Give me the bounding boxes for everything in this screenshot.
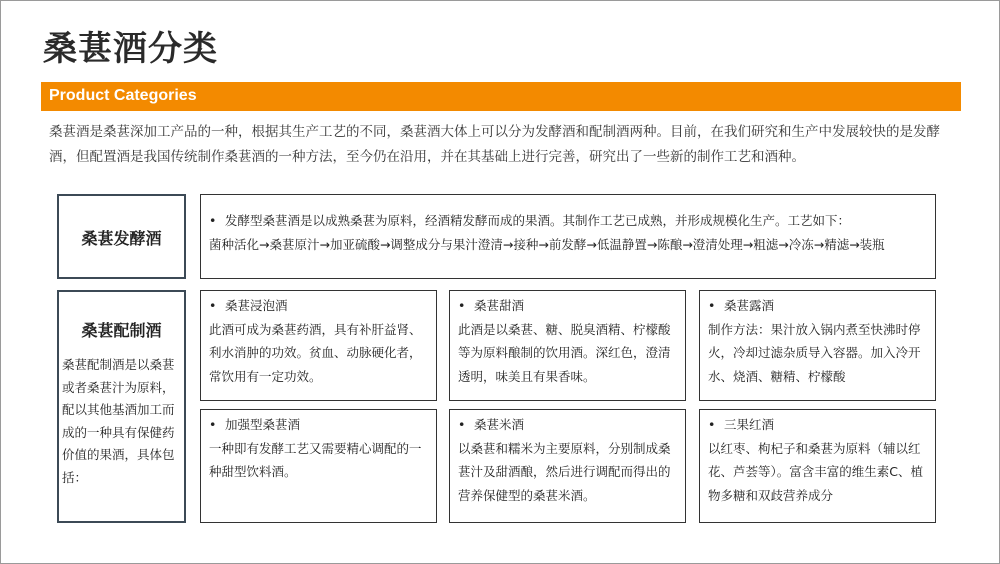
card-text: 此酒可成为桑葚药酒，具有补肝益肾、利水消肿的功效。贫血、动脉硬化者，常饮用有一定功效。 bbox=[209, 321, 422, 384]
bullet-icon: • bbox=[209, 213, 217, 228]
card-dew-wine bbox=[699, 290, 936, 401]
card-title: • 桑葚甜酒 bbox=[458, 294, 679, 318]
banner-text: Product Categories bbox=[49, 87, 197, 104]
card-three-fruit-wine bbox=[699, 409, 936, 523]
card-text: 以红枣、枸杞子和桑葚为原料（辅以红花、芦荟等）。富含丰富的维生素C、植物多糖和双歧营养成分 bbox=[708, 440, 923, 503]
bullet-icon: • bbox=[708, 298, 716, 313]
card-text: 制作方法：果汁放入锅内煮至快沸时停火，冷却过滤杂质导入容器。加入冷开水、烧酒、糖精、柠檬酸 bbox=[708, 321, 921, 384]
fermented-label-box bbox=[57, 194, 186, 279]
card-title: • 桑葚露酒 bbox=[708, 294, 929, 318]
card-title: • 桑葚浸泡酒 bbox=[209, 294, 430, 318]
fermented-label: 桑葚发酵酒 bbox=[81, 229, 162, 248]
fermented-content-box bbox=[200, 194, 936, 279]
bullet-icon: • bbox=[209, 417, 217, 432]
card-title: • 桑葚米酒 bbox=[458, 413, 679, 437]
card-rice-wine bbox=[449, 409, 686, 523]
intro-paragraph: 桑葚酒是桑葚深加工产品的一种，根据其生产工艺的不同，桑葚酒大体上可以分为发酵酒和配制酒两种。目前，在我们研究和生产中发展较快的是发酵酒，但配置酒是我国传统制作桑葚酒的一种方法，至今仍在沿用，并在其基础上进行完善，研究出了一些新的制作工艺和酒种。 bbox=[49, 124, 940, 165]
card-text: 此酒是以桑葚、糖、脱臭酒精、柠檬酸等为原料酿制的饮用酒。深红色，澄清透明，味美且有果香味。 bbox=[458, 321, 671, 384]
bullet-icon: • bbox=[458, 298, 466, 313]
bullet-icon: • bbox=[458, 417, 466, 432]
bullet-icon: • bbox=[708, 417, 716, 432]
card-title: • 三果红酒 bbox=[708, 413, 929, 437]
card-text: 一种即有发酵工艺又需要精心调配的一种甜型饮料酒。 bbox=[209, 440, 422, 479]
section-banner bbox=[41, 82, 961, 111]
blended-label-box bbox=[57, 290, 186, 523]
fermented-process: 菌种活化→桑葚原汁→加亚硫酸→调整成分与果汁澄清→接种→前发酵→低温静置→陈酿→澄清处理→粗滤→冷冻→精滤→装瓶 bbox=[209, 237, 885, 252]
card-soaked-wine bbox=[200, 290, 437, 401]
card-title: • 加强型桑葚酒 bbox=[209, 413, 430, 437]
blended-label: 桑葚配制酒 bbox=[81, 321, 162, 340]
page-title: 桑葚酒分类 bbox=[43, 29, 218, 69]
fermented-line-1 bbox=[209, 209, 935, 233]
card-fortified-wine bbox=[200, 409, 437, 523]
card-text: 以桑葚和糯米为主要原料，分别制成桑葚汁及甜酒酿，然后进行调配而得出的营养保健型的桑葚米酒。 bbox=[458, 440, 671, 503]
bullet-icon: • bbox=[209, 298, 217, 313]
blended-description: 桑葚配制酒是以桑葚或者桑葚汁为原料，配以其他基酒加工而成的一种具有保健药价值的果酒，具体包括： bbox=[62, 357, 175, 485]
card-sweet-wine bbox=[449, 290, 686, 401]
fermented-description: 发酵型桑葚酒是以成熟桑葚为原料，经酒精发酵而成的果酒。其制作工艺已成熟，并形成规模化生产。工艺如下： bbox=[225, 213, 851, 228]
